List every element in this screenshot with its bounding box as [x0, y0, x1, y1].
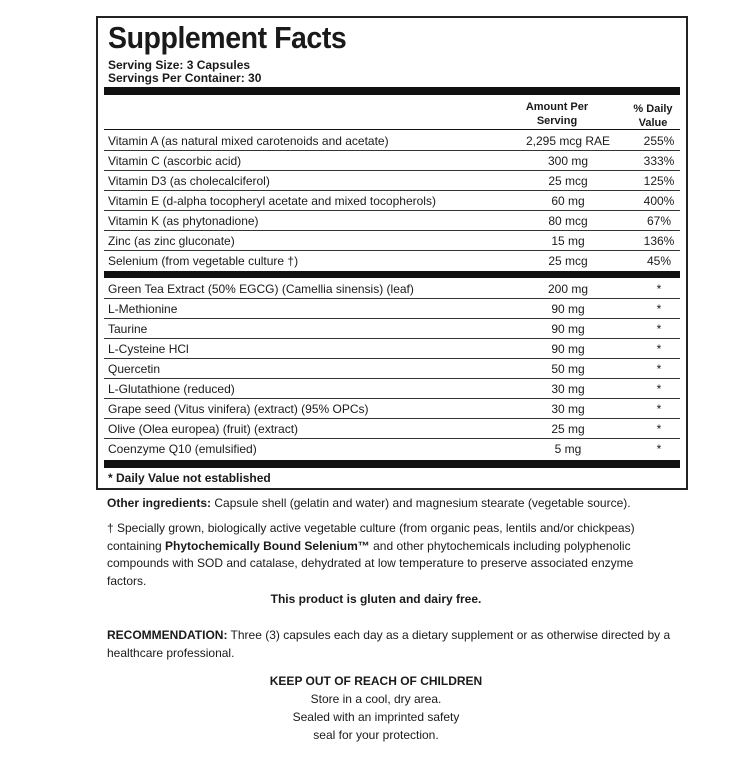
amount-per-serving: 30 mg — [551, 382, 585, 396]
amount-per-serving: 300 mg — [547, 154, 589, 168]
other-ingredients: Other ingredients: Capsule shell (gelatin and water) and magnesium stearate (vegetable source). — [107, 496, 631, 510]
table-row — [104, 211, 680, 231]
daily-value-percent: * — [656, 402, 662, 416]
daily-value-percent: 400% — [643, 194, 675, 208]
serving-size: Serving Size: 3 Capsules — [108, 58, 251, 72]
daily-value-percent: * — [656, 362, 662, 376]
keep-out-warning: KEEP OUT OF REACH OF CHILDREN — [269, 674, 483, 688]
amount-per-serving: 90 mg — [551, 302, 585, 316]
table-row — [104, 171, 680, 191]
daily-value-percent: 67% — [646, 214, 672, 228]
amount-per-serving: 50 mg — [551, 362, 585, 376]
ingredient-name: Vitamin D3 (as cholecalciferol) — [108, 174, 270, 188]
table-row — [104, 131, 680, 151]
ingredient-name: Olive (Olea europea) (fruit) (extract) — [108, 422, 299, 436]
amount-per-serving: 5 mg — [554, 442, 582, 456]
table-row — [104, 439, 680, 459]
daily-value-percent: 255% — [643, 134, 675, 148]
daily-value-footnote: * Daily Value not established — [108, 471, 271, 485]
amount-per-serving: 25 mcg — [548, 254, 588, 268]
daily-value-percent: * — [656, 382, 662, 396]
daily-value-percent: * — [656, 282, 662, 296]
amount-per-serving: 90 mg — [551, 342, 585, 356]
panel-title: Supplement Facts — [108, 20, 347, 55]
ingredient-name: Grape seed (Vitus vinifera) (extract) (95% OPCs) — [108, 402, 369, 416]
daily-value-percent: 136% — [643, 234, 675, 248]
amount-per-serving: 15 mg — [551, 234, 585, 248]
table-row — [104, 191, 680, 211]
supplement-facts-panel — [96, 16, 688, 490]
daily-value-percent: * — [656, 422, 662, 436]
daily-value-percent: * — [656, 442, 662, 456]
amount-per-serving-header: Amount Per Serving — [525, 101, 589, 127]
table-row — [104, 419, 680, 439]
thick-divider — [104, 271, 680, 278]
storage-line: Store in a cool, dry area. — [310, 692, 442, 706]
table-row — [104, 279, 680, 299]
daily-value-percent: 333% — [643, 154, 675, 168]
storage-line: Sealed with an imprinted safety — [292, 710, 460, 724]
table-row — [104, 231, 680, 251]
daily-value-percent: * — [656, 322, 662, 336]
ingredient-name: Vitamin C (ascorbic acid) — [108, 154, 242, 168]
table-row — [104, 299, 680, 319]
servings-per-container: Servings Per Container: 30 — [108, 71, 262, 85]
table-row — [104, 319, 680, 339]
daily-value-percent: 125% — [643, 174, 675, 188]
table-row — [104, 399, 680, 419]
thick-divider — [104, 87, 680, 95]
table-row — [104, 359, 680, 379]
amount-per-serving: 200 mg — [547, 282, 589, 296]
amount-per-serving: 2,295 mcg RAE — [525, 134, 611, 148]
ingredient-name: Taurine — [108, 322, 148, 336]
table-row — [104, 251, 680, 271]
ingredient-name: Coenzyme Q10 (emulsified) — [108, 442, 257, 456]
daily-value-percent: * — [656, 342, 662, 356]
gluten-free-statement: This product is gluten and dairy free. — [270, 592, 482, 606]
table-row — [104, 339, 680, 359]
ingredient-name: Zinc (as zinc gluconate) — [108, 234, 235, 248]
table-row — [104, 379, 680, 399]
amount-per-serving: 80 mcg — [548, 214, 588, 228]
ingredient-name: Vitamin A (as natural mixed carotenoids and acetate) — [108, 134, 389, 148]
ingredient-name: L-Cysteine HCl — [108, 342, 189, 356]
amount-per-serving: 25 mg — [551, 422, 585, 436]
ingredient-name: Vitamin K (as phytonadione) — [108, 214, 259, 228]
amount-per-serving: 30 mg — [551, 402, 585, 416]
amount-per-serving: 25 mcg — [548, 174, 588, 188]
table-row — [104, 151, 680, 171]
daily-value-percent: 45% — [646, 254, 672, 268]
amount-per-serving: 90 mg — [551, 322, 585, 336]
ingredient-name: Selenium (from vegetable culture †) — [108, 254, 299, 268]
ingredient-name: Quercetin — [108, 362, 161, 376]
ingredient-name: L-Glutathione (reduced) — [108, 382, 235, 396]
dagger-note: † Specially grown, biologically active vegetable culture (from organic peas, lentils and/or chickpeas) containing Phytochemically Bound Selenium™ and other phytochemicals including polyphenolic compounds with SOD and catalase, dehydrated at low temperature to preserve associated enzyme factors. — [107, 521, 635, 588]
daily-value-percent: * — [656, 302, 662, 316]
daily-value-header: % Daily Value — [633, 103, 673, 129]
storage-line: seal for your protection. — [313, 728, 439, 742]
header-rule — [104, 129, 680, 130]
ingredient-name: L-Methionine — [108, 302, 178, 316]
recommendation: RECOMMENDATION: Three (3) capsules each day as a dietary supplement or as otherwise directed by a healthcare professional. — [107, 628, 671, 660]
thick-divider — [104, 460, 680, 468]
ingredient-name: Vitamin E (d-alpha tocopheryl acetate and mixed tocopherols) — [108, 194, 436, 208]
ingredient-name: Green Tea Extract (50% EGCG) (Camellia sinensis) (leaf) — [108, 282, 414, 296]
amount-per-serving: 60 mg — [551, 194, 585, 208]
